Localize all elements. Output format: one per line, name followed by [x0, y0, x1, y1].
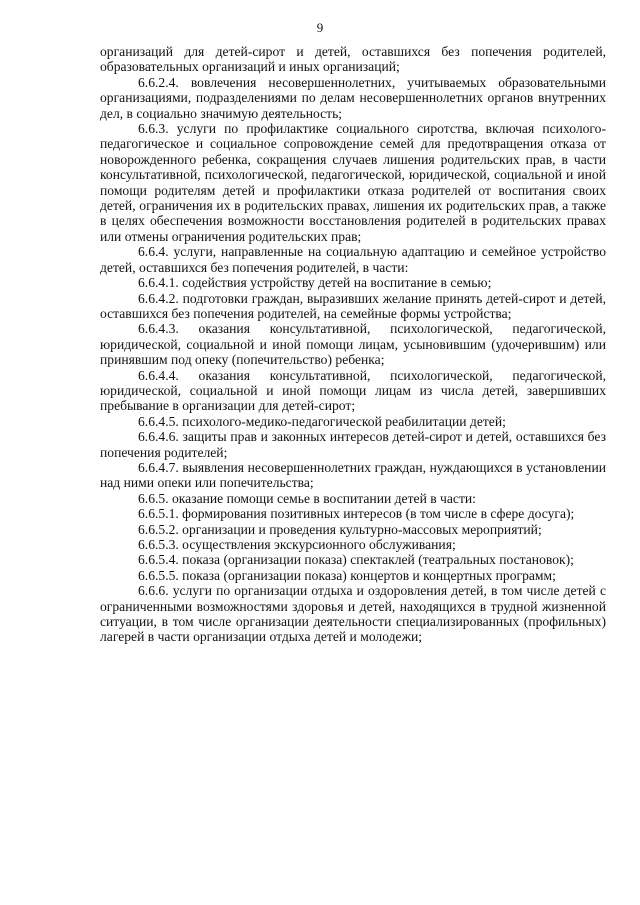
paragraph-6-6-3: 6.6.3. услуги по профилактике социального сиротства, включая психолого-педагогическое и социальное сопровождение семей для предотвращения отказа от новорожденного ребенка, сокращения случаев лишения родительских прав, в части консультативной, психологической, педагогической, юридической, социальной и иной помощи родителям детей и профилактики отказа родителей от воспитания своих детей, ограничения их в родительских правах, лишения их родительских прав, а также в целях обеспечения возможности восстановления родителей в родительских правах или отмены ограничения родительских прав;	[100, 121, 606, 244]
paragraph-6-6-5-3: 6.6.5.3. осуществления экскурсионного обслуживания;	[138, 537, 456, 552]
paragraph-6-6-5-2: 6.6.5.2. организации и проведения культурно-массовых мероприятий;	[138, 521, 542, 537]
paragraph-6-6-5-5: 6.6.5.5. показа (организации показа) концертов и концертных программ;	[138, 567, 556, 583]
paragraph-6-6-6: 6.6.6. услуги по организации отдыха и оздоровления детей, в том числе детей с ограниченными возможностями здоровья и детей, находящихся в трудной жизненной ситуации, в том числе организации деятельности специализированных (профильных) лагерей в части организации отдыха детей и молодежи;	[100, 583, 606, 645]
paragraph-6-6-5: 6.6.5. оказание помощи семье в воспитании детей в части:	[138, 490, 476, 506]
paragraph-6-6-4-7: 6.6.4.7. выявления несовершеннолетних граждан, нуждающихся в установлении над ними опеки или попечительства;	[100, 459, 606, 491]
document-body	[100, 44, 606, 645]
paragraph-continuation: организаций для детей-сирот и детей, оставшихся без попечения родителей, образовательных организаций и иных организаций;	[100, 44, 606, 75]
paragraph-6-6-4-4: 6.6.4.4. оказания консультативной, психологической, педагогической, юридической, социальной и иной помощи лицам из числа детей, завершивших пребывание в организации для детей-сирот;	[100, 367, 606, 414]
paragraph-6-6-4-6: 6.6.4.6. защиты прав и законных интересов детей-сирот и детей, оставшихся без попечения родителей;	[100, 429, 606, 460]
paragraph-6-6-4: 6.6.4. услуги, направленные на социальную адаптацию и семейное устройство детей, оставшихся без попечения родителей, в части:	[100, 244, 606, 275]
paragraph-6-6-4-2: 6.6.4.2. подготовки граждан, выразивших желание принять детей-сирот и детей, оставшихся без попечения родителей, на семейные формы устройства;	[100, 290, 606, 321]
paragraph-6-6-2-4: 6.6.2.4. вовлечения несовершеннолетних, учитываемых образовательными организациями, подразделениями по делам несовершеннолетних органов внутренних дел, в социально значимую деятельность;	[100, 74, 606, 121]
paragraph-6-6-4-3: 6.6.4.3. оказания консультативной, психологической, педагогической, юридической, социальной и иной помощи лицам, усыновившим (удочерившим) или принявшим под опеку (попечительство) ребенка;	[100, 321, 606, 368]
page-number: 9	[316, 20, 324, 35]
paragraph-6-6-4-1: 6.6.4.1. содействия устройству детей на воспитание в семью;	[138, 275, 492, 291]
paragraph-6-6-5-1: 6.6.5.1. формирования позитивных интересов (в том числе в сфере досуга);	[138, 506, 575, 522]
paragraph-6-6-5-4: 6.6.5.4. показа (организации показа) спектаклей (театральных постановок);	[138, 552, 574, 568]
paragraph-6-6-4-5: 6.6.4.5. психолого-медико-педагогической реабилитации детей;	[138, 413, 506, 429]
